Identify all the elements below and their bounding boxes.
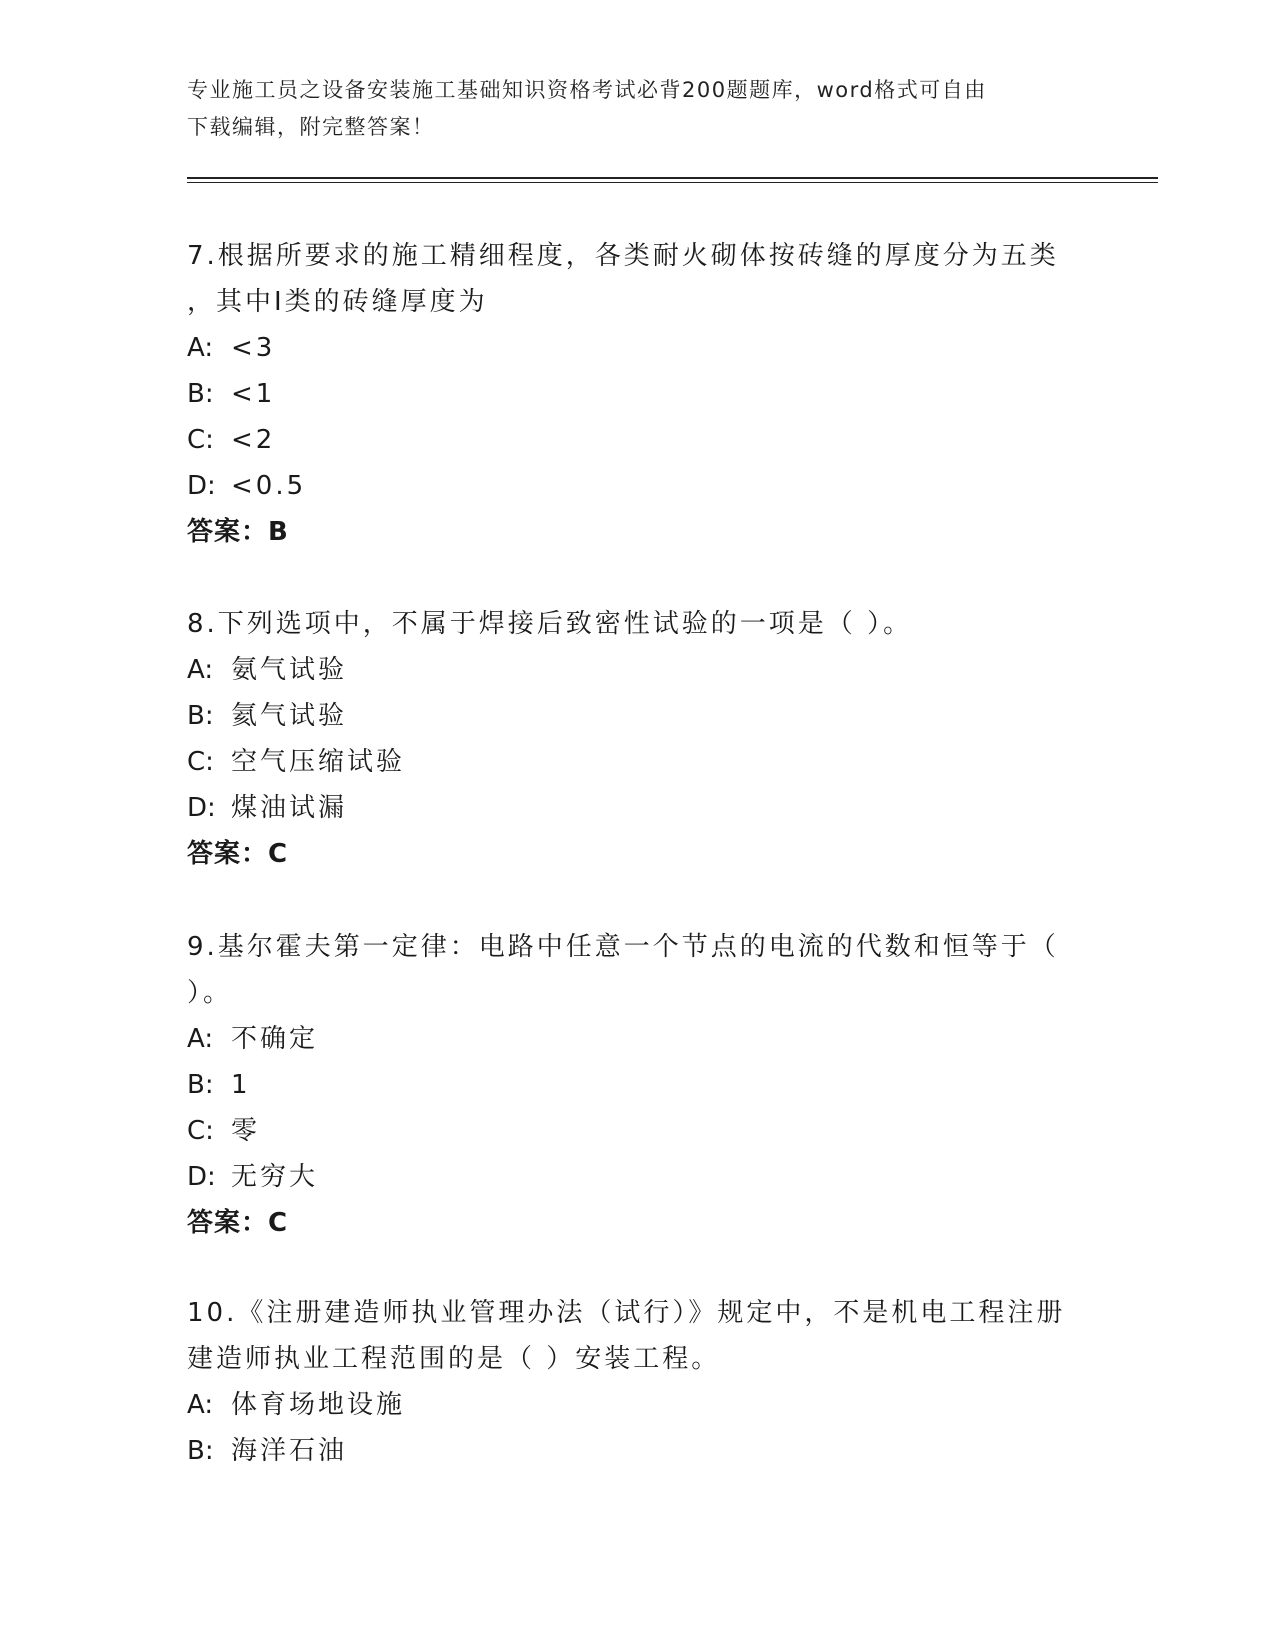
option-text: <3 [231,333,276,363]
option-c [187,739,1087,785]
answer-line: 答案：C [187,1208,289,1238]
option-text: 无穷大 [231,1162,319,1192]
option-b [187,371,1087,417]
question-stem-line-1: 9.基尔霍夫第一定律：电路中任意一个节点的电流的代数和恒等于（ [187,932,1059,962]
answer-line: 答案：C [187,839,289,869]
option-key: C: [187,425,214,455]
option-a [187,1382,1087,1428]
answer-line: 答案：B [187,517,289,547]
option-text: 氦气试验 [231,701,348,731]
option-key: C: [187,1116,214,1146]
header-line-1: 专业施工员之设备安装施工基础知识资格考试必背200题题库，word格式可自由 [187,78,987,102]
option-key: A: [187,1390,214,1420]
question-10 [187,1290,1087,1474]
option-c [187,417,1087,463]
option-b [187,1062,1087,1108]
option-text: 体育场地设施 [231,1390,406,1420]
option-key: B: [187,1436,214,1466]
option-d [187,1154,1087,1200]
question-7 [187,233,1087,555]
option-text: 氨气试验 [231,655,348,685]
question-stem-line-2: ）。 [187,978,233,1008]
question-stem-line-2: 建造师执业工程范围的是（ ）安装工程。 [187,1344,721,1374]
option-key: B: [187,379,214,409]
option-d [187,463,1087,509]
option-key: D: [187,793,216,823]
document-header [187,72,1087,146]
header-line-2: 下载编辑，附完整答案！ [187,115,435,139]
option-text: 零 [231,1116,261,1146]
question-stem-line-1: 7.根据所要求的施工精细程度，各类耐火砌体按砖缝的厚度分为五类 [187,241,1059,271]
option-b [187,693,1087,739]
question-9 [187,924,1087,1246]
option-key: A: [187,333,214,363]
option-key: B: [187,1070,214,1100]
question-stem-line-1: 8.下列选项中，不属于焊接后致密性试验的一项是（ ）。 [187,609,913,639]
question-8 [187,601,1087,877]
option-text: 海洋石油 [231,1436,348,1466]
question-stem-line-2: ，其中Ⅰ类的砖缝厚度为 [187,287,488,317]
option-key: A: [187,655,214,685]
header-divider-thick [187,177,1158,179]
option-key: D: [187,1162,216,1192]
option-key: C: [187,747,214,777]
option-text: <2 [231,425,276,455]
option-a [187,647,1087,693]
option-text: <0.5 [231,471,307,501]
question-stem-line-1: 10.《注册建造师执业管理办法（试行）》规定中，不是机电工程注册 [187,1298,1066,1328]
option-text: 煤油试漏 [231,793,348,823]
option-text: <1 [231,379,276,409]
option-c [187,1108,1087,1154]
option-key: B: [187,701,214,731]
option-text: 空气压缩试验 [231,747,406,777]
option-key: A: [187,1024,214,1054]
header-divider-thin [187,182,1158,183]
option-key: D: [187,471,216,501]
option-text: 不确定 [231,1024,319,1054]
option-a [187,325,1087,371]
option-a [187,1016,1087,1062]
option-text: 1 [231,1070,251,1100]
option-d [187,785,1087,831]
option-b [187,1428,1087,1474]
